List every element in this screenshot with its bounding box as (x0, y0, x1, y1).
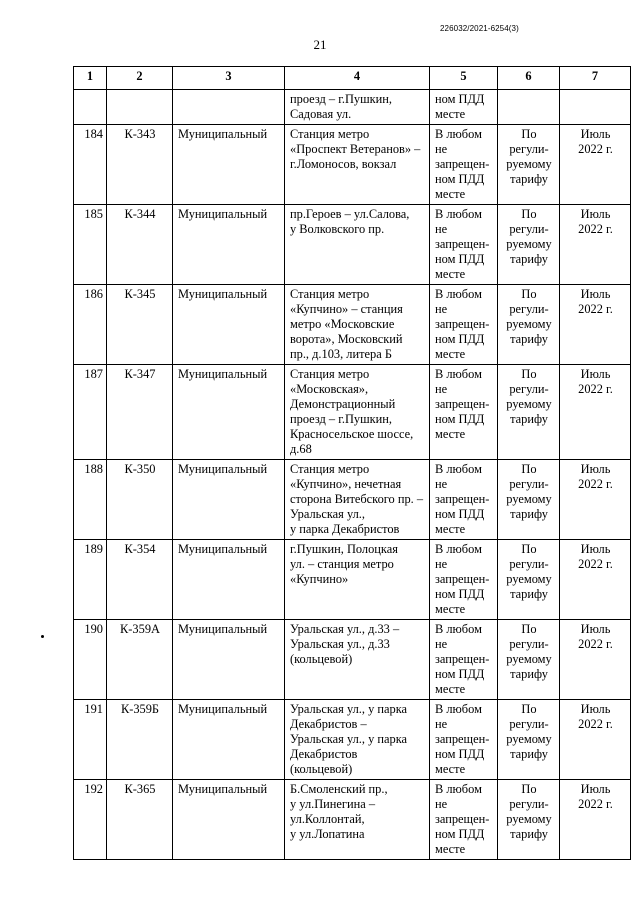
cell-stop (430, 125, 498, 205)
cell-date (560, 620, 631, 700)
num-text: 188 (84, 462, 103, 476)
col-header-6: 6 (498, 67, 560, 90)
type-text: Муниципальный (178, 782, 268, 796)
cell-route (285, 365, 430, 460)
route-text: пр.Героев – ул.Салова, у Волковского пр. (290, 207, 410, 236)
cell-route (285, 285, 430, 365)
route-text: г.Пушкин, Полоцкая ул. – станция метро «Купчино» (290, 542, 398, 586)
type-text: Муниципальный (178, 702, 268, 716)
stop-text: В любом не запрещен- ном ПДД месте (435, 782, 490, 856)
cell-num (74, 780, 107, 860)
document-id: 226032/2021-6254(3) (440, 24, 519, 33)
type-text: Муниципальный (178, 622, 268, 636)
cell-stop (430, 700, 498, 780)
cell-num (74, 90, 107, 125)
route-text: Уральская ул., у парка Декабристов – Уральская ул., у парка Декабристов (кольцевой) (290, 702, 408, 776)
date-text: Июль 2022 г. (578, 127, 613, 156)
cell-type (173, 285, 285, 365)
code-text: К-344 (124, 207, 156, 221)
col-header-2: 2 (107, 67, 173, 90)
cell-code (107, 365, 173, 460)
num-text: 184 (84, 127, 103, 141)
num-text: 191 (84, 702, 103, 716)
stop-text: ном ПДД месте (435, 92, 485, 121)
code-text: К-350 (124, 462, 156, 476)
date-text: Июль 2022 г. (578, 622, 613, 651)
code-text: К-365 (124, 782, 156, 796)
cell-date (560, 460, 631, 540)
cell-num (74, 285, 107, 365)
cell-tariff (498, 90, 560, 125)
route-text: Б.Смоленский пр., у ул.Пинегина – ул.Коллонтай, у ул.Лопатина (290, 782, 388, 841)
table-row (74, 365, 631, 460)
route-text: Станция метро «Купчино», нечетная сторона Витебского пр. – Уральская ул., у парка Декабристов (290, 462, 424, 536)
cell-num (74, 365, 107, 460)
continuation-row (74, 90, 631, 125)
cell-num (74, 125, 107, 205)
cell-date (560, 365, 631, 460)
col-header-4: 4 (285, 67, 430, 90)
tariff-text: По регули- руемому тарифу (506, 462, 552, 521)
route-text: Станция метро «Московская», Демонстрационный проезд – г.Пушкин, Красносельское шоссе, д.68 (290, 367, 414, 456)
tariff-text: По регули- руемому тарифу (506, 127, 552, 186)
col-header-5: 5 (430, 67, 498, 90)
col-header-7: 7 (560, 67, 631, 90)
cell-route (285, 620, 430, 700)
route-text: Станция метро «Купчино» – станция метро «Московские ворота», Московский пр., д.103, литера Б (290, 287, 403, 361)
stop-text: В любом не запрещен- ном ПДД месте (435, 207, 490, 281)
cell-stop (430, 620, 498, 700)
cell-type (173, 460, 285, 540)
cell-type (173, 700, 285, 780)
cell-code (107, 620, 173, 700)
num-text: 192 (84, 782, 103, 796)
cell-route (285, 700, 430, 780)
route-text: проезд – г.Пушкин, Садовая ул. (290, 92, 393, 121)
type-text: Муниципальный (178, 127, 268, 141)
num-text: 185 (84, 207, 103, 221)
date-text: Июль 2022 г. (578, 462, 613, 491)
cell-tariff (498, 460, 560, 540)
header-row (74, 67, 631, 90)
stop-text: В любом не запрещен- ном ПДД месте (435, 702, 490, 776)
cell-stop (430, 90, 498, 125)
table-row (74, 285, 631, 365)
tariff-text: По регули- руемому тарифу (506, 367, 552, 426)
cell-stop (430, 205, 498, 285)
cell-code (107, 285, 173, 365)
col-header-3: 3 (173, 67, 285, 90)
cell-tariff (498, 285, 560, 365)
cell-code (107, 780, 173, 860)
table-row (74, 540, 631, 620)
cell-date (560, 700, 631, 780)
cell-stop (430, 780, 498, 860)
date-text: Июль 2022 г. (578, 702, 613, 731)
cell-route (285, 540, 430, 620)
code-text: К-359А (120, 622, 160, 636)
num-text: 186 (84, 287, 103, 301)
type-text: Муниципальный (178, 367, 268, 381)
cell-code (107, 540, 173, 620)
num-text: 190 (84, 622, 103, 636)
type-text: Муниципальный (178, 287, 268, 301)
date-text: Июль 2022 г. (578, 207, 613, 236)
code-text: К-347 (124, 367, 156, 381)
stop-text: В любом не запрещен- ном ПДД месте (435, 127, 490, 201)
cell-type (173, 620, 285, 700)
num-text: 187 (84, 367, 103, 381)
code-text: К-343 (124, 127, 156, 141)
cell-route (285, 460, 430, 540)
table-row (74, 620, 631, 700)
cell-num (74, 700, 107, 780)
cell-tariff (498, 620, 560, 700)
type-text: Муниципальный (178, 542, 268, 556)
cell-type (173, 90, 285, 125)
routes-table (73, 66, 631, 860)
cell-type (173, 540, 285, 620)
code-text: К-354 (124, 542, 156, 556)
cell-tariff (498, 540, 560, 620)
route-text: Уральская ул., д.33 – Уральская ул., д.33 (кольцевой) (290, 622, 400, 666)
code-text: К-359Б (120, 702, 160, 716)
cell-tariff (498, 205, 560, 285)
stop-text: В любом не запрещен- ном ПДД месте (435, 367, 490, 441)
cell-type (173, 205, 285, 285)
cell-route (285, 90, 430, 125)
cell-num (74, 205, 107, 285)
cell-code (107, 700, 173, 780)
cell-type (173, 365, 285, 460)
stop-text: В любом не запрещен- ном ПДД месте (435, 622, 490, 696)
cell-date (560, 285, 631, 365)
cell-code (107, 460, 173, 540)
cell-stop (430, 365, 498, 460)
date-text: Июль 2022 г. (578, 542, 613, 571)
route-text: Станция метро «Проспект Ветеранов» – г.Ломоносов, вокзал (290, 127, 421, 171)
tariff-text: По регули- руемому тарифу (506, 207, 552, 266)
cell-num (74, 620, 107, 700)
date-text: Июль 2022 г. (578, 782, 613, 811)
date-text: Июль 2022 г. (578, 287, 613, 316)
table-row (74, 700, 631, 780)
cell-route (285, 125, 430, 205)
cell-stop (430, 285, 498, 365)
cell-type (173, 125, 285, 205)
table-row (74, 205, 631, 285)
cell-tariff (498, 365, 560, 460)
cell-route (285, 780, 430, 860)
cell-tariff (498, 700, 560, 780)
stop-text: В любом не запрещен- ном ПДД месте (435, 542, 490, 616)
num-text: 189 (84, 542, 103, 556)
cell-stop (430, 460, 498, 540)
cell-tariff (498, 125, 560, 205)
stop-text: В любом не запрещен- ном ПДД месте (435, 287, 490, 361)
cell-code (107, 125, 173, 205)
stop-text: В любом не запрещен- ном ПДД месте (435, 462, 490, 536)
cell-code (107, 90, 173, 125)
cell-code (107, 205, 173, 285)
tariff-text: По регули- руемому тарифу (506, 702, 552, 761)
tariff-text: По регули- руемому тарифу (506, 782, 552, 841)
date-text: Июль 2022 г. (578, 367, 613, 396)
col-header-1: 1 (74, 67, 107, 90)
cell-tariff (498, 780, 560, 860)
tariff-text: По регули- руемому тарифу (506, 622, 552, 681)
tariff-text: По регули- руемому тарифу (506, 287, 552, 346)
table-row (74, 460, 631, 540)
table-row (74, 125, 631, 205)
cell-stop (430, 540, 498, 620)
cell-date (560, 205, 631, 285)
cell-type (173, 780, 285, 860)
cell-num (74, 460, 107, 540)
type-text: Муниципальный (178, 462, 268, 476)
cell-date (560, 125, 631, 205)
code-text: К-345 (124, 287, 156, 301)
cell-date (560, 780, 631, 860)
cell-route (285, 205, 430, 285)
scan-dot (41, 635, 44, 638)
type-text: Муниципальный (178, 207, 268, 221)
tariff-text: По регули- руемому тарифу (506, 542, 552, 601)
page-number: 21 (313, 37, 327, 52)
cell-date (560, 90, 631, 125)
cell-num (74, 540, 107, 620)
table-row (74, 780, 631, 860)
cell-date (560, 540, 631, 620)
